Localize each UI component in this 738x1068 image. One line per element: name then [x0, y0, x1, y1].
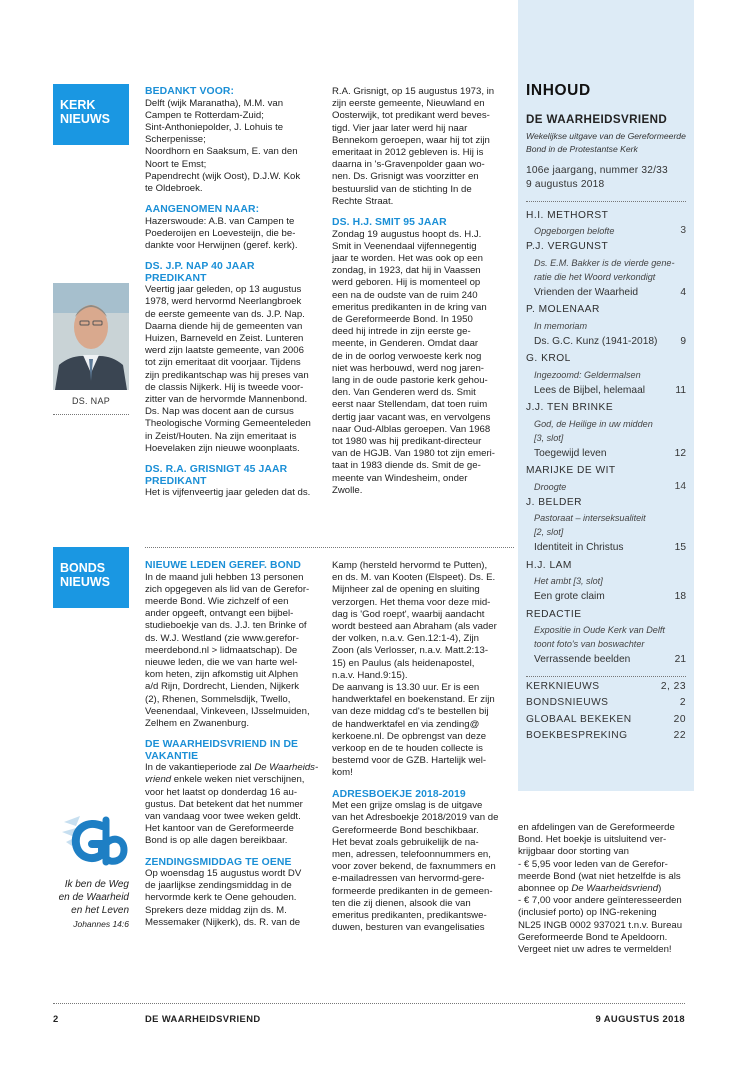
text-line: voor het laatst op donderdag 16 au-: [145, 786, 298, 798]
text-line: Veertig jaar geleden, op 13 augustus: [145, 284, 302, 296]
toc-item-title: Vrienden der Waarheid: [534, 286, 639, 298]
toc-item-title: Opgeborgen belofte: [534, 226, 615, 237]
text-line: lang in de oude pastorie kerk gehou-: [332, 374, 488, 386]
toc-item-page: 12: [674, 447, 686, 459]
text-line: nieuwe leden, die we van harte wel-: [145, 656, 298, 668]
toc-item[interactable]: [526, 431, 686, 445]
text-line: Scherpenisse;: [145, 134, 206, 146]
text-line: men, adressen, telefoonnummers en,: [332, 848, 491, 860]
toc-item-title: Expositie in Oude Kerk van Delft: [534, 625, 665, 636]
text-line: - € 5,95 voor leden van de Gerefor-: [518, 858, 668, 870]
text-line: Zwolle.: [332, 484, 363, 496]
divider: [526, 201, 686, 202]
text-line: Gereformeerde Bond beschikbaar.: [332, 824, 479, 836]
quote-line: en het Leven: [71, 905, 129, 916]
toc-item-title: ratie die het Woord verkondigt: [534, 271, 656, 282]
text-line: Het bevat zoals gebruikelijk de na-: [332, 836, 479, 848]
page-number: 2: [53, 1013, 59, 1024]
text-line: meerde Bond (wat niet hetzelfde is als: [518, 870, 681, 882]
smit-heading: DS. H.J. SMIT 95 JAAR: [332, 217, 447, 229]
toc-author: H.I. METHORST: [526, 209, 609, 221]
text-line: Bond is op alle dagen bereikbaar.: [145, 835, 288, 847]
toc-item[interactable]: [526, 417, 686, 431]
issue-info: [526, 164, 686, 192]
kerknieuws-col2: [332, 86, 512, 497]
text-line: meerdebond.nl > lidmaatschap). De: [145, 644, 298, 656]
text-line: naar Oud-Alblas geroepen. Van 1968: [332, 423, 491, 435]
text-line: (2), Rhenen, Sommelsdijk, Twello,: [145, 693, 291, 705]
bedankt-heading: BEDANKT VOOR:: [145, 86, 235, 97]
adres-continued: [518, 822, 694, 883]
grisnigt-text: [145, 487, 317, 499]
heading-line: DE WAARHEIDSVRIEND IN DE: [145, 739, 299, 751]
bondsnieuws-col2: [332, 560, 512, 934]
kerk-nieuws-label: KERK NIEUWS: [53, 84, 129, 145]
toc-item[interactable]: [526, 480, 686, 494]
text-line: hervormde kerk te Oene gehouden.: [145, 892, 297, 904]
footer-divider: [53, 1003, 685, 1004]
aangenomen-heading: AANGENOMEN NAAR:: [145, 204, 260, 216]
text-line: Papendrecht (wijk Oost), D.J.W. Kok: [145, 170, 301, 182]
bonds-nieuws-label: BONDS NIEUWS: [53, 547, 129, 608]
adres-heading: ADRESBOEKJE 2018-2019: [332, 788, 466, 800]
gb-logo: [60, 812, 130, 872]
photo-caption: DS. NAP: [71, 396, 111, 406]
text-line: nen. Ds. Grisnigt was voorzitter en: [332, 171, 479, 183]
toc-item-title: In memoriam: [534, 320, 588, 331]
kerknieuws-col1: [145, 86, 317, 499]
text-line: dertig jaar vacant was, en vervolgens: [332, 411, 491, 423]
text-line: meerde Bond. Wie zichzelf of een: [145, 595, 289, 607]
ds-nap-photo: [53, 283, 129, 390]
rubriek-label: BOEKBESPREKING: [526, 730, 628, 742]
toc-item-page: 11: [675, 384, 686, 396]
toc-item[interactable]: [526, 368, 686, 382]
footer-date: 9 AUGUSTUS 2018: [595, 1013, 685, 1024]
text-line: bestemd voor de GZB. Hartelijk wel-: [332, 755, 487, 767]
subtitle-line: Wekelijkse uitgave van de Gereformeerde: [526, 131, 686, 141]
text-line: in Zeist/Houten. Na zijn emeritaat is: [145, 430, 297, 442]
text-line: Hoevelaken zijn nieuwe woonplaats.: [145, 442, 300, 454]
text-line: meente van Windesheim, onder: [332, 472, 468, 484]
text-line: Rechte Straat.: [332, 195, 394, 207]
toc-item[interactable]: [526, 256, 686, 270]
text-line: Messemaker (Nijkerk), ds. R. van de: [145, 916, 301, 928]
smit-text: [332, 229, 512, 497]
text-line: Sprekers deze middag zijn ds. M.: [145, 904, 287, 916]
text-line: - € 7,00 voor andere geïnteresseerden: [518, 895, 682, 907]
bondsnieuws-col3: en afdelingen van de Gereformeerde Bond. Het boekje is uitsluitend ver- krijgbaar door storting van - € 5,95 voor leden van de Gerefor- meerde Bond (wat niet hetzelfde is als abonnee op De Waarheidsvriend) - € 7,00 voor andere geïnteresseerden (inclusief porto) op ING-rekening NL25 INGB 0002 937021 t.n.v. Bureau Gereformeerde Bond te Apeldoorn. Vergeet niet uw adres te vermelden!: [518, 822, 694, 956]
inhoud-panel: [526, 82, 686, 745]
text-line: tot zijn emeritaat dit voorjaar. Tijdens: [145, 357, 301, 369]
text-line: den. Van Genderen werd ds. Smit: [332, 387, 476, 399]
heading-line: PREDIKANT: [145, 475, 207, 487]
quote-line: en de Waarheid: [58, 892, 129, 903]
text-line: formeerde predikanten in de gemeen-: [332, 885, 493, 897]
text-line: taat in 1983 diende ds. Smit de ge-: [332, 460, 481, 472]
text-line: a/d Rijn, Dordrecht, Lienden, Nijkerk: [145, 681, 300, 693]
text-line: een na de oudste van de ruim 240: [332, 289, 478, 301]
text-line: Smit in Veenendaal vijfennegentig: [332, 240, 477, 252]
toc-item-page: 14: [674, 480, 686, 492]
text-line: eerst naar Stellendam, dat toen ruim: [332, 399, 488, 411]
toc-item-title: Ingezoomd: Geldermalsen: [534, 369, 641, 380]
toc-item[interactable]: [526, 319, 686, 333]
text-line: van vandaag voor twee weken geldt.: [145, 810, 301, 822]
text-line: deed hij intrede in zijn eerste ge-: [332, 326, 471, 338]
quote-line: Ik ben de Weg: [64, 879, 129, 890]
toc-item-title: Lees de Bijbel, helemaal: [534, 384, 646, 396]
toc-item-page: 3: [680, 225, 686, 237]
text-line: Met een grijze omslag is de uitgave: [332, 800, 483, 812]
text-line: ds. W.J. Westland (zie www.gerefor-: [145, 632, 299, 644]
toc-item[interactable]: [526, 637, 686, 651]
rubriek-label: BONDSNIEUWS: [526, 697, 609, 709]
text-line: werd zijn laatste gemeente, van 2006: [145, 345, 304, 357]
text-line: jaar te worden. Het was ook op een: [332, 252, 483, 264]
text-line: ander opgeeft, ontvangt een bijbel-: [145, 608, 294, 620]
toc-item-page: 21: [674, 654, 686, 666]
text-line: emeritus predikanten in de kring van: [332, 301, 487, 313]
toc-item-title: toont foto's van boswachter: [534, 639, 645, 650]
grisnigt-continued: [332, 86, 512, 208]
toc-item-title: Pastoraat – interseksualiteit: [534, 513, 646, 524]
text-line: verkoop en de te houden collecte is: [332, 743, 483, 755]
toc-item-title: [3, slot]: [534, 432, 564, 443]
text-line: Noordhorn en Saaksum, E. van den: [145, 146, 298, 158]
text-line: meente, in Genderen. Omdat daar: [332, 338, 479, 350]
toc-list: [526, 207, 686, 669]
text-line: Mijnheer zal de opening en sluiting: [332, 584, 480, 596]
leden-heading: NIEUWE LEDEN GEREF. BOND: [145, 560, 301, 571]
toc-author: J.J. TEN BRINKE: [526, 402, 614, 414]
text-line: zijn eerste gemeente, Nieuwland en: [332, 98, 485, 110]
text-line: zitter van de hervormde Mannenbond.: [145, 394, 308, 406]
toc-author: J. BELDER: [526, 496, 583, 508]
toc-item-page: 15: [674, 542, 686, 554]
text-line: krijgbaar door storting van: [518, 846, 629, 858]
rubriek-label: GLOBAAL BEKEKEN: [526, 713, 632, 725]
text-line: Gereformeerde Bond te Apeldoorn.: [518, 931, 668, 943]
text-line: 15) en Paulus (als heidenapostel,: [332, 657, 475, 669]
toc-author: MARIJKE DE WIT: [526, 465, 616, 477]
toc-item[interactable]: [526, 270, 686, 284]
toc-item[interactable]: [526, 511, 686, 525]
toc-item[interactable]: [526, 445, 686, 463]
bible-quote: Ik ben de Weg en de Waarheid en het Leven Johannes 14:6: [40, 878, 129, 931]
vakantie-heading: [145, 739, 321, 762]
toc-item-title: Een grote claim: [534, 591, 605, 603]
text-line: Bennekom geroepen, waar hij tot zijn: [332, 134, 490, 146]
toc-item-page: 9: [680, 335, 686, 347]
caption-divider: [53, 414, 129, 415]
text-line: daarna in 's-Gravenpolder gaan wo-: [332, 159, 485, 171]
leden-text: [145, 572, 321, 731]
text-line: de classis Nijkerk. Hij is tweede voor-: [145, 381, 304, 393]
inhoud-title: INHOUD: [526, 82, 591, 99]
toc-author: G. KROL: [526, 353, 571, 365]
text-line: Het kantoor van de Gereformeerde: [145, 823, 294, 835]
toc-item[interactable]: [526, 623, 686, 637]
toc-item[interactable]: [526, 574, 686, 588]
text-line: Huizen, Barneveld en Zeist. Lunteren: [145, 333, 304, 345]
text-line: de jaarlijkse zendingsmiddag in de: [145, 880, 292, 892]
text-line: kom!: [332, 767, 353, 779]
text-line: Zondag 19 augustus hoopt ds. H.J.: [332, 228, 482, 240]
aangenomen-text: [145, 216, 317, 253]
text-line: de in de oorlog verwoeste kerk nog: [332, 350, 482, 362]
divider: [526, 676, 686, 677]
toc-item[interactable]: [526, 539, 686, 557]
text-line: der volken, n.a.v. Gen.12:1-4), Zijn: [332, 633, 479, 645]
text-line: Hazerswoude: A.B. van Campen te: [145, 215, 295, 227]
nap-heading: DS. J.P. NAP 40 JAAR PREDIKANT: [145, 261, 255, 284]
text-line: bestuurslid van de stichting In de: [332, 183, 472, 195]
bedankt-text: [145, 98, 317, 196]
text-line: voor zover bekend, de faxnummers en: [332, 861, 496, 873]
text-line: emeritaat in 2012 gebleven is. Hij is: [332, 147, 484, 159]
gb-logo-mark: [60, 812, 130, 872]
text-line: 1978, werd hervormd Neerlangbroek: [145, 296, 302, 308]
rubriek-item[interactable]: [526, 712, 686, 729]
rubriek-label: KERKNIEUWS: [526, 680, 600, 692]
nap-text: [145, 284, 317, 455]
rubriek-item[interactable]: [526, 679, 686, 696]
text-line: Bond. Het boekje is uitsluitend ver-: [518, 834, 667, 846]
portrait-illustration: [53, 283, 129, 390]
text-line: Veenendaal, Vinkeveen, IJsselmuiden,: [145, 705, 310, 717]
toc-item[interactable]: [526, 651, 686, 669]
toc-item-title: Ds. E.M. Bakker is de vierde gene-: [534, 257, 675, 268]
grisnigt-heading: [145, 464, 317, 487]
text-line: kom heten, zijn afkomstig uit Alphen: [145, 669, 299, 681]
text-line: duwen, besturen van evangelisaties: [332, 922, 485, 934]
text-line: niet was herbouwd, werd nog jaren-: [332, 362, 484, 374]
text-line: NL25 INGB 0002 937021 t.n.v. Bureau: [518, 919, 683, 931]
text-line: Ds. Nap was docent aan de cursus: [145, 406, 294, 418]
text-line: Oosterwijk, tot predikant werd beves-: [332, 110, 490, 122]
text-line: Poederoijen en Loevesteijn, die be-: [145, 227, 296, 239]
text-line: Op woensdag 15 augustus wordt DV: [145, 868, 302, 880]
text-line: zich opgegeven als lid van de Gerefor-: [145, 583, 310, 595]
toc-author: P. MOLENAAR: [526, 304, 600, 316]
rubriek-item[interactable]: [526, 728, 686, 745]
toc-item-page: 4: [680, 286, 686, 298]
text-line: Daarna diende hij de gemeenten van: [145, 320, 303, 332]
text-line: verzorgen. Het thema voor deze mid-: [332, 596, 491, 608]
footer-magazine: DE WAARHEIDSVRIEND: [145, 1013, 261, 1024]
toc-item-page: 18: [674, 591, 686, 603]
text-line: R.A. Grisnigt, op 15 augustus 1973, in: [332, 86, 495, 97]
toc-item[interactable]: [526, 284, 686, 302]
toc-item-title: Het ambt [3, slot]: [534, 576, 603, 587]
section-divider: [145, 547, 514, 548]
text-line: emeritus predikanten, predikantswe-: [332, 909, 487, 921]
toc-item-title: Toegewijd leven: [534, 447, 607, 459]
text-line: zondag, in 1923, dat hij in Vaassen: [332, 265, 481, 277]
text-line: van deze middag cd's te bestellen bij: [332, 706, 489, 718]
toc-item-title: Verrassende beelden: [534, 654, 631, 666]
text-line: werd geboren. Hij is momenteel op: [332, 277, 481, 289]
text-line: De aanvang is 13.30 uur. Er is een: [332, 682, 480, 694]
oene-heading: ZENDINGSMIDDAG TE OENE: [145, 856, 292, 868]
toc-author: P.J. VERGUNST: [526, 241, 609, 253]
heading-line: VAKANTIE: [145, 750, 199, 762]
text-line: (inclusief porto) op ING-rekening: [518, 907, 657, 919]
text-line: Campen te Rotterdam-Zuid;: [145, 109, 264, 121]
text-line: kerkoene.nl. De opbrengst van deze: [332, 730, 487, 742]
toc-author: REDACTIE: [526, 608, 582, 620]
text-line: studieboekje van ds. J.J. ten Brinke of: [145, 620, 307, 632]
rubriek-page: 2, 23: [660, 680, 686, 692]
toc-item-title: Identiteit in Christus: [534, 542, 624, 554]
text-line: van het Adresboekje 2018/2019 van de: [332, 812, 499, 824]
toc-author: H.J. LAM: [526, 559, 572, 571]
subtitle-line: Bond in de Protestantse Kerk: [526, 143, 638, 154]
text-line: Het is vijfenveertig jaar geleden dat ds.: [145, 487, 311, 499]
toc-item-title: [2, slot]: [534, 527, 564, 538]
heading-line: DS. R.A. GRISNIGT 45 JAAR: [145, 464, 288, 476]
text-line: Theologische Vorming Gemeenteleden: [145, 418, 311, 430]
vakantie-text: In de vakantieperiode zal De Waarheids- vriend enkele weken niet verschijnen, voor het laatst op donderdag 16 au- gustus. Dat betekent dat het nummer van vandaag voor twee weken geldt. Het kantoor van de Gereformeerde Bond is op alle dagen bereikbaar.: [145, 762, 321, 847]
text-line: tot 1980 was hij predikant-directeur: [332, 435, 482, 447]
toc-item[interactable]: [526, 224, 686, 238]
text-line: Zoon (als Verlosser, n.a.v. Matt.2:13-: [332, 645, 489, 657]
text-line: dankte voor Herwijnen (geref. kerk).: [145, 240, 298, 252]
adres-prices: [518, 895, 694, 956]
text-line: Kamp (hersteld hervormd te Putten),: [332, 560, 488, 571]
rubrieken-list: [526, 679, 686, 745]
rubriek-item[interactable]: [526, 695, 686, 712]
text-line: te Oldebroek.: [145, 182, 203, 194]
text-line: en afdelingen van de Gereformeerde: [518, 822, 675, 833]
text-line: Vergeet niet uw adres te vermelden!: [518, 944, 672, 956]
oene-text: [145, 868, 321, 929]
text-line: van de HGJB. Van 1980 tot zijn emeri-: [332, 448, 495, 460]
issue-line: 9 augustus 2018: [526, 178, 605, 190]
text-line: de Gereformeerde Bond. In 1950: [332, 313, 473, 325]
toc-item-title: Ds. G.C. Kunz (1941-2018): [534, 335, 658, 347]
text-line: Noort te Emst;: [145, 158, 207, 170]
text-line: de handwerktafel en via zending@: [332, 718, 480, 730]
toc-item[interactable]: [526, 382, 686, 400]
rubriek-page: 20: [673, 713, 686, 725]
text-line: en ds. M. van Kooten (Elspeet). Ds. E.: [332, 572, 496, 584]
oene-continued: [332, 560, 512, 780]
text-line: de eerste gemeente van ds. J.P. Nap.: [145, 308, 305, 320]
text-line: Sint-Anthoniepolder, J. Lohuis te: [145, 121, 284, 133]
toc-item-title: Droogte: [534, 481, 567, 492]
text-line: ten die zij dienen, alsook die van: [332, 897, 471, 909]
text-line: handwerktafel en boekenstand. Er zijn: [332, 694, 495, 706]
text-line: In de maand juli hebben 13 personen: [145, 571, 304, 583]
text-line: wordt besteed aan Abraham (als vader: [332, 621, 497, 633]
mag-title: DE WAARHEIDSVRIEND: [526, 113, 668, 126]
toc-item[interactable]: [526, 525, 686, 539]
mag-subtitle: [526, 130, 686, 155]
toc-item[interactable]: [526, 588, 686, 606]
toc-item-title: God, de Heilige in uw midden: [534, 418, 653, 429]
rubriek-page: 2: [679, 697, 686, 709]
toc-item[interactable]: [526, 333, 686, 351]
text-line: zijn predikantschap was hij preses van: [145, 369, 309, 381]
text-line: Delft (wijk Maranatha), M.M. van: [145, 97, 284, 109]
issue-line: 106e jaargang, nummer 32/33: [526, 165, 668, 176]
text-line: tigd. Vier jaar later werd hij naar: [332, 122, 468, 134]
text-line: e-mailadressen van hervormd-gere-: [332, 873, 485, 885]
text-line: gustus. Dat betekent dat het nummer: [145, 798, 303, 810]
adres-text: [332, 800, 512, 934]
text-line: dag is 'God roept', waarbij aandacht: [332, 608, 485, 620]
text-line: Zelhem en Zwanenburg.: [145, 717, 249, 729]
text-line: n.a.v. Hand.9:15).: [332, 669, 408, 681]
rubriek-page: 22: [673, 730, 686, 742]
bondsnieuws-col1: [145, 560, 321, 929]
